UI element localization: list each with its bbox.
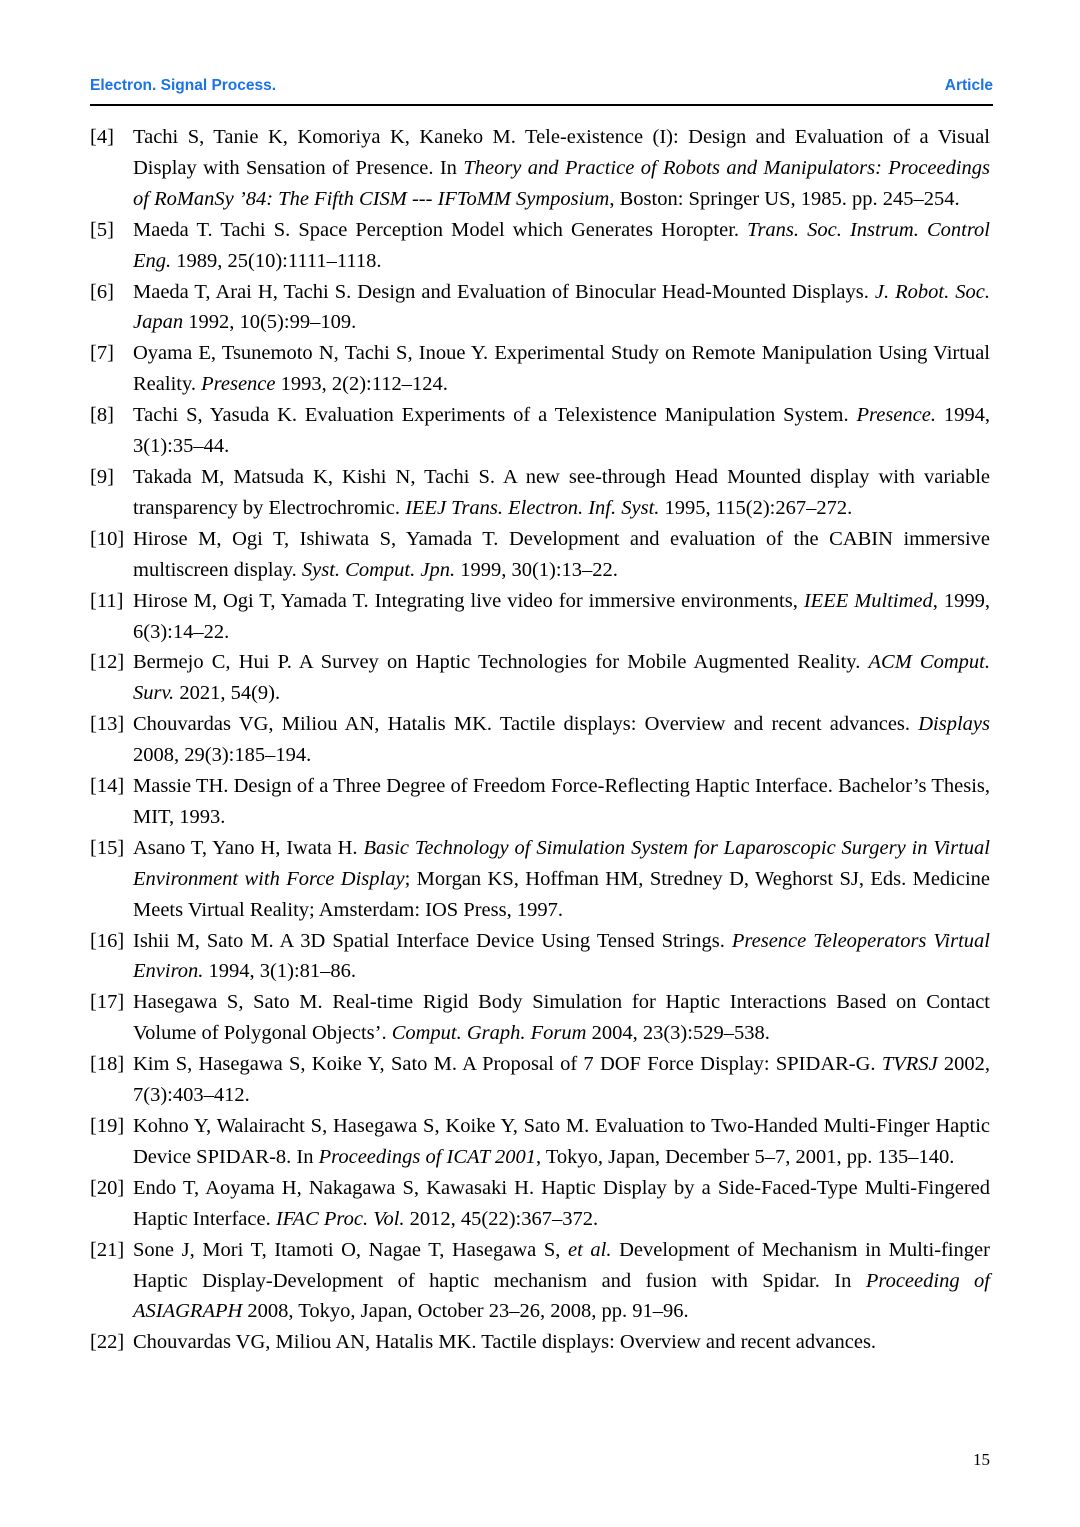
reference-segment: Kohno Y, Walairacht S, Hasegawa S, Koike Y, Sato M. Evaluation to Two-Handed Multi-Finger Haptic Device SPIDAR-8. In: [133, 1115, 990, 1168]
reference-item: [90, 524, 990, 586]
reference-italic-segment: Proceeding of ASIAGRAPH: [133, 1269, 990, 1323]
reference-segment: ; Morgan KS, Hoffman HM, Stredney D, Weghorst SJ, Eds. Medicine Meets Virtual Reality; Amsterdam: IOS Press, 1997.: [133, 867, 991, 921]
reference-text: [133, 400, 990, 462]
reference-segment: Tachi S, Tanie K, Komoriya K, Kaneko M. Tele-existence (I): Design and Evaluation of a Visual Display with Sensation of Presence. In: [133, 126, 990, 179]
reference-item: [90, 1327, 990, 1358]
reference-number: [22]: [90, 1331, 125, 1354]
reference-number: [10]: [90, 527, 125, 550]
reference-item: [90, 1173, 990, 1235]
reference-segment: Hirose M, Ogi T, Ishiwata S, Yamada T. Development and evaluation of the CABIN immersive multiscreen display.: [133, 527, 990, 581]
reference-item: [90, 586, 990, 648]
article-type-label: Article: [944, 77, 993, 94]
reference-item: [90, 647, 990, 709]
reference-italic-segment: Basic Technology of Simulation System for Laparoscopic Surgery in Virtual Environment with Force Display: [133, 836, 990, 890]
reference-item: [90, 277, 990, 339]
reference-segment: 2008, Tokyo, Japan, October 23–26, 2008, pp. 91–96.: [242, 1300, 689, 1323]
reference-italic-segment: et al.: [567, 1238, 612, 1261]
reference-segment: , 1999, 6(3):14–22.: [133, 589, 991, 643]
reference-text: [133, 338, 990, 400]
reference-number: [9]: [90, 465, 114, 488]
reference-item: [90, 1049, 990, 1111]
reference-segment: Maeda T. Tachi S. Space Perception Model which Generates Horopter.: [133, 218, 748, 241]
reference-text: [133, 462, 990, 524]
reference-number: [21]: [90, 1238, 125, 1261]
reference-item: [90, 122, 990, 215]
reference-italic-segment: Syst. Comput. Jpn.: [301, 558, 456, 581]
reference-item: [90, 926, 990, 988]
reference-number: [5]: [90, 218, 114, 241]
header-rule: [90, 104, 993, 106]
reference-italic-segment: Displays: [918, 713, 990, 736]
reference-segment: 1992, 10(5):99–109.: [183, 311, 357, 334]
reference-text: [133, 709, 990, 771]
reference-number: [13]: [90, 713, 125, 736]
journal-abbreviation: Electron. Signal Process.: [90, 77, 277, 94]
reference-italic-segment: Theory and Practice of Robots and Manipulators: Proceedings of RoManSy ’84: The Fifth CISM --- IFToMM Symposium: [133, 156, 990, 210]
reference-text: [133, 987, 990, 1049]
reference-segment: Ishii M, Sato M. A 3D Spatial Interface Device Using Tensed Strings.: [133, 929, 732, 952]
reference-italic-segment: ACM Comput. Surv.: [133, 651, 990, 705]
reference-italic-segment: Presence.: [856, 404, 936, 427]
reference-italic-segment: IFAC Proc. Vol.: [275, 1207, 405, 1230]
reference-text: [133, 926, 990, 988]
reference-italic-segment: TVRSJ: [881, 1053, 938, 1076]
reference-segment: 1989, 25(10):1111–1118.: [171, 249, 382, 272]
reference-segment: Maeda T, Arai H, Tachi S. Design and Evaluation of Binocular Head-Mounted Displays.: [133, 280, 875, 303]
reference-text: [133, 1327, 990, 1358]
reference-segment: 2008, 29(3):185–194.: [133, 744, 312, 767]
reference-italic-segment: Proceedings of ICAT 2001: [318, 1145, 536, 1168]
reference-italic-segment: IEEE Multimed: [803, 589, 933, 612]
reference-italic-segment: Presence Teleoperators Virtual Environ.: [133, 929, 990, 983]
reference-number: [15]: [90, 836, 125, 859]
reference-item: [90, 215, 990, 277]
reference-text: [133, 215, 990, 277]
reference-segment: 1995, 115(2):267–272.: [659, 496, 853, 519]
reference-text: [133, 1235, 990, 1328]
reference-segment: Kim S, Hasegawa S, Koike Y, Sato M. A Proposal of 7 DOF Force Display: SPIDAR-G.: [133, 1053, 882, 1076]
reference-item: [90, 709, 990, 771]
reference-text: [133, 277, 990, 339]
reference-number: [16]: [90, 929, 125, 952]
reference-number: [20]: [90, 1176, 125, 1199]
running-header: [90, 75, 993, 97]
reference-list: [90, 122, 990, 1358]
reference-segment: 1994, 3(1):81–86.: [203, 960, 357, 983]
reference-number: [6]: [90, 280, 114, 303]
reference-segment: Hasegawa S, Sato M. Real-time Rigid Body Simulation for Haptic Interactions Based on Contact Volume of Polygonal Objects’.: [133, 991, 990, 1045]
reference-segment: Bermejo C, Hui P. A Survey on Haptic Technologies for Mobile Augmented Reality.: [133, 651, 869, 674]
reference-text: [133, 833, 990, 926]
reference-text: [133, 586, 990, 648]
reference-text: [133, 1173, 990, 1235]
reference-segment: 1994, 3(1):35–44.: [133, 404, 990, 458]
reference-item: [90, 771, 990, 833]
reference-text: [133, 647, 990, 709]
reference-item: [90, 1235, 990, 1328]
reference-italic-segment: Comput. Graph. Forum: [391, 1022, 587, 1045]
reference-item: [90, 338, 990, 400]
reference-segment: 2004, 23(3):529–538.: [586, 1022, 770, 1045]
reference-segment: , Boston: Springer US, 1985. pp. 245–254.: [609, 187, 960, 210]
reference-item: [90, 833, 990, 926]
reference-text: [133, 771, 990, 833]
reference-segment: 1993, 2(2):112–124.: [275, 373, 448, 396]
reference-segment: Sone J, Mori T, Itamoti O, Nagae T, Hasegawa S,: [133, 1238, 568, 1261]
reference-text: [133, 1111, 990, 1173]
reference-segment: Chouvardas VG, Miliou AN, Hatalis MK. Tactile displays: Overview and recent advances.: [133, 713, 919, 736]
reference-number: [11]: [90, 589, 124, 612]
reference-segment: Takada M, Matsuda K, Kishi N, Tachi S. A new see-through Head Mounted display with variable transparency by Electrochromic.: [133, 465, 990, 519]
reference-item: [90, 1111, 990, 1173]
reference-segment: Endo T, Aoyama H, Nakagawa S, Kawasaki H. Haptic Display by a Side-Faced-Type Multi-Fingered Haptic Interface.: [133, 1176, 990, 1230]
reference-number: [14]: [90, 775, 125, 798]
reference-italic-segment: IEEJ Trans. Electron. Inf. Syst.: [405, 496, 660, 519]
reference-segment: Tachi S, Yasuda K. Evaluation Experiments of a Telexistence Manipulation System.: [133, 404, 857, 427]
reference-italic-segment: Presence: [201, 373, 276, 396]
reference-number: [4]: [90, 126, 114, 148]
reference-segment: Hirose M, Ogi T, Yamada T. Integrating live video for immersive environments,: [133, 589, 804, 612]
reference-item: [90, 987, 990, 1049]
reference-segment: Chouvardas VG, Miliou AN, Hatalis MK. Tactile displays: Overview and recent advances.: [133, 1331, 877, 1354]
reference-item: [90, 462, 990, 524]
reference-segment: 2002, 7(3):403–412.: [133, 1053, 991, 1107]
reference-segment: , Tokyo, Japan, December 5–7, 2001, pp. 135–140.: [535, 1145, 955, 1168]
reference-number: [18]: [90, 1053, 125, 1076]
reference-italic-segment: Trans. Soc. Instrum. Control Eng.: [133, 218, 991, 272]
reference-number: [17]: [90, 991, 125, 1014]
reference-text: [133, 122, 990, 215]
reference-number: [19]: [90, 1115, 125, 1137]
reference-segment: 1999, 30(1):13–22.: [455, 558, 618, 581]
reference-segment: Asano T, Yano H, Iwata H.: [133, 836, 364, 859]
reference-segment: Development of Mechanism in Multi-finger Haptic Display-Development of haptic mechanism and fusion with Spidar. In: [133, 1238, 990, 1292]
reference-number: [7]: [90, 342, 114, 365]
reference-segment: 2021, 54(9).: [174, 682, 281, 705]
page-number: 15: [973, 1450, 990, 1469]
reference-segment: 2012, 45(22):367–372.: [404, 1207, 599, 1230]
reference-segment: Massie TH. Design of a Three Degree of Freedom Force-Reflecting Haptic Interface. Bachelor’s Thesis, MIT, 1993.: [133, 775, 990, 828]
reference-number: [12]: [90, 651, 125, 674]
reference-text: [133, 1049, 990, 1111]
reference-number: [8]: [90, 404, 114, 427]
reference-text: [133, 524, 990, 586]
reference-item: [90, 400, 990, 462]
reference-segment: Oyama E, Tsunemoto N, Tachi S, Inoue Y. Experimental Study on Remote Manipulation Using Virtual Reality.: [133, 342, 990, 396]
reference-italic-segment: J. Robot. Soc. Japan: [133, 280, 990, 334]
